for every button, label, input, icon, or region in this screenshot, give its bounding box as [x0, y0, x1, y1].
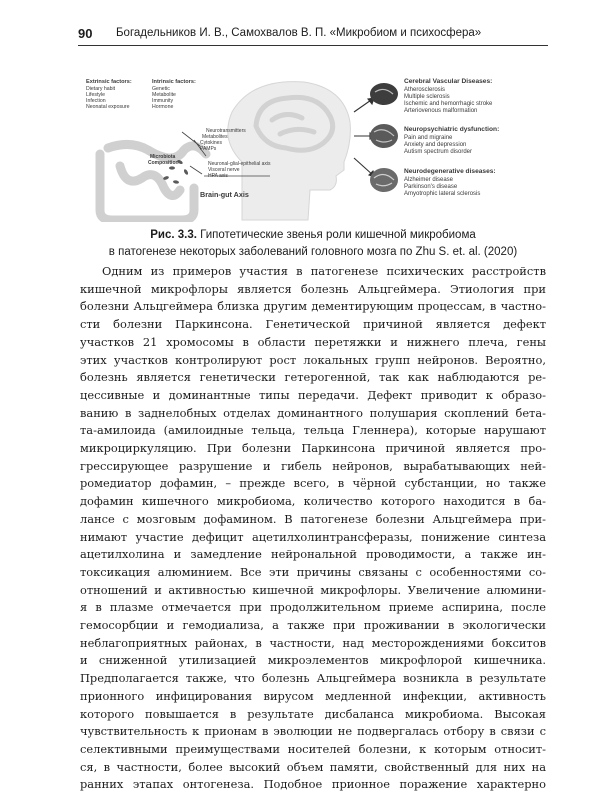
- body-line: я в плазме отмечается при продолжительном приеме аспирина, после: [80, 600, 546, 615]
- body-line: которого повышается в результате дисбаланса микробиома. Высокая: [80, 706, 546, 721]
- axis-item: Visceral nerve: [208, 167, 240, 173]
- body-line: лансе с мозговым дофамином. В патогенезе болезни Альцгеймера при-: [80, 511, 546, 526]
- body-line: ся, в частности, более высокий объем памяти, свойственный для них на: [80, 759, 546, 774]
- disease-item: Atherosclerosis: [404, 87, 446, 93]
- disease-item: Amyotrophic lateral sclerosis: [404, 191, 481, 197]
- microbiota-label: Microbiota: [150, 154, 176, 160]
- caption-text: Гипотетические звенья роли кишечной микробиома: [200, 229, 476, 241]
- brain-gut-axis-figure: [82, 70, 544, 222]
- body-line: ранних этапах онтогенеза. Подобное прионное поражение характерно: [80, 777, 546, 792]
- body-line: ацетилхолина и замедление нейрональной проводимости, а также ин-: [80, 547, 546, 562]
- body-line: чувствительность к прионам в эволюции не подвергалась отбору в связи с: [80, 724, 546, 739]
- body-line: токсикация алюминием. Все эти причины связаны с особенностями со-: [80, 564, 546, 579]
- microbiota-label: Composition: [148, 160, 179, 166]
- brain-thumbnail-degenerative: [370, 168, 398, 192]
- extrinsic-item: Neonatal exposure: [86, 104, 130, 110]
- body-text: [80, 263, 546, 794]
- extrinsic-title: Extrinsic factors:: [86, 79, 132, 85]
- intrinsic-item: Immunity: [152, 98, 174, 104]
- axis-item: HPA axis: [208, 173, 228, 179]
- vascular-title: Cerebral Vascular Diseases:: [404, 78, 493, 85]
- caption-label: Рис. 3.3.: [150, 229, 197, 241]
- body-line: цессивные и доминантные типы передачи. Дефект приводит к образо-: [80, 387, 546, 402]
- body-line: Предполагается также, что болезнь Альцгеймера возникла в результате: [80, 671, 546, 686]
- extrinsic-item: Dietary habit: [86, 86, 116, 92]
- brain-thumbnail-psychiatric: [370, 124, 398, 148]
- disease-item: Pain and migraine: [404, 135, 453, 141]
- intrinsic-item: Metabolite: [152, 92, 176, 98]
- body-line: дофамин кишечного микробиома, количество которого находится в ба-: [80, 494, 546, 509]
- pathway-item: PAMPs: [200, 146, 217, 152]
- header-rule: [78, 45, 548, 46]
- disease-item: Alzheimer disease: [404, 177, 454, 183]
- disease-item: Ischemic and hemorrhagic stroke: [404, 101, 493, 107]
- running-head: Богадельников И. В., Самохвалов В. П. «Микробиом и психосфера»: [116, 27, 482, 39]
- body-line: ромедиатор дофамин, – прежде всего, в чёрной субстанции, но также: [80, 476, 546, 491]
- brain-gut-axis-label: Brain-gut Axis: [200, 190, 249, 199]
- body-line: микроциркуляцию. При болезни Паркинсона причиной является про-: [80, 441, 546, 456]
- extrinsic-item: Infection: [86, 98, 106, 104]
- brain-thumbnail-vascular: [370, 83, 398, 105]
- intrinsic-item: Hormone: [152, 104, 174, 110]
- body-line: гемосорбции и гемодиализа, а также при проживании в экологически: [80, 618, 546, 633]
- body-line: прионного инфицирования вирусом медленной инфекции, активность: [80, 688, 546, 703]
- body-line: грессирующее разрушение и гибель нейронов, вырабатывающих ней-: [80, 458, 546, 473]
- intrinsic-item: Genetic: [152, 86, 170, 92]
- extrinsic-item: Lifestyle: [86, 92, 106, 98]
- body-line: и сниженной утилизацией микроэлементов микрофлорой кишечника.: [80, 653, 546, 668]
- body-line: участков 21 хромосомы в области перетяжки и нижнего плеча, гены: [80, 334, 546, 349]
- body-line: селективными преимуществами носителей болезни, к которым относит-: [80, 741, 546, 756]
- body-line: та-амилоида (амилоидные тельца, тельца Гленнера), которые нарушают: [80, 423, 546, 438]
- body-line: кишечной микрофлоры является болезнь Альцгеймера. Этиология при: [80, 281, 546, 296]
- body-line: Одним из примеров участия в патогенезе психических расстройств: [102, 264, 546, 278]
- body-line: отношений и активностью кишечной микрофлоры. Увеличение алюмини-: [80, 582, 546, 597]
- body-line: этих участков контролируют рост локальных групп нейронов. Вероятно,: [80, 352, 546, 367]
- psychiatric-title: Neuropsychiatric dysfunction:: [404, 126, 500, 133]
- axis-item: Neuronal-glial-epithelial axis: [208, 161, 271, 167]
- figure-caption: [80, 227, 546, 261]
- page-header: [78, 24, 548, 46]
- pathway-item: Metabolites: [202, 134, 228, 140]
- body-line: сти болезни Паркинсона. Генетической причиной является дефект: [80, 317, 546, 332]
- disease-item: Multiple sclerosis: [404, 94, 450, 100]
- caption-line-1: [80, 227, 546, 244]
- intrinsic-title: Intrinsic factors:: [152, 79, 196, 85]
- caption-line-2: в патогенезе некоторых заболеваний головного мозга по Zhu S. et. al. (2020): [108, 246, 518, 258]
- disease-item: Arteriovenous malformation: [404, 108, 478, 114]
- degenerative-title: Neurodegenerative diseases:: [404, 168, 496, 175]
- body-line: болезни Альцгеймера близка другим дементирующим процессам, в частно-: [80, 299, 546, 314]
- body-line: неблагоприятных районах, в частности, над месторождениями бокситов: [80, 635, 546, 650]
- pathway-item: Neurotransmitters: [206, 128, 246, 134]
- body-line: болезнь является генетически гетерогенной, так как наблюдаются ре-: [80, 370, 546, 385]
- disease-item: Parkinson's disease: [404, 184, 458, 190]
- body-line: нимают участие дефицит ацетилхолинтрансферазы, понижение синтеза: [80, 529, 546, 544]
- body-line: ванию в заднелобных отделах доминантного полушария скоплений бета-: [80, 405, 546, 420]
- figure-diagram: [82, 70, 544, 222]
- pathway-item: Cytokines: [200, 140, 222, 146]
- disease-item: Autism spectrum disorder: [404, 149, 473, 155]
- disease-item: Anxiety and depression: [404, 142, 467, 148]
- page-number: 90: [78, 26, 93, 41]
